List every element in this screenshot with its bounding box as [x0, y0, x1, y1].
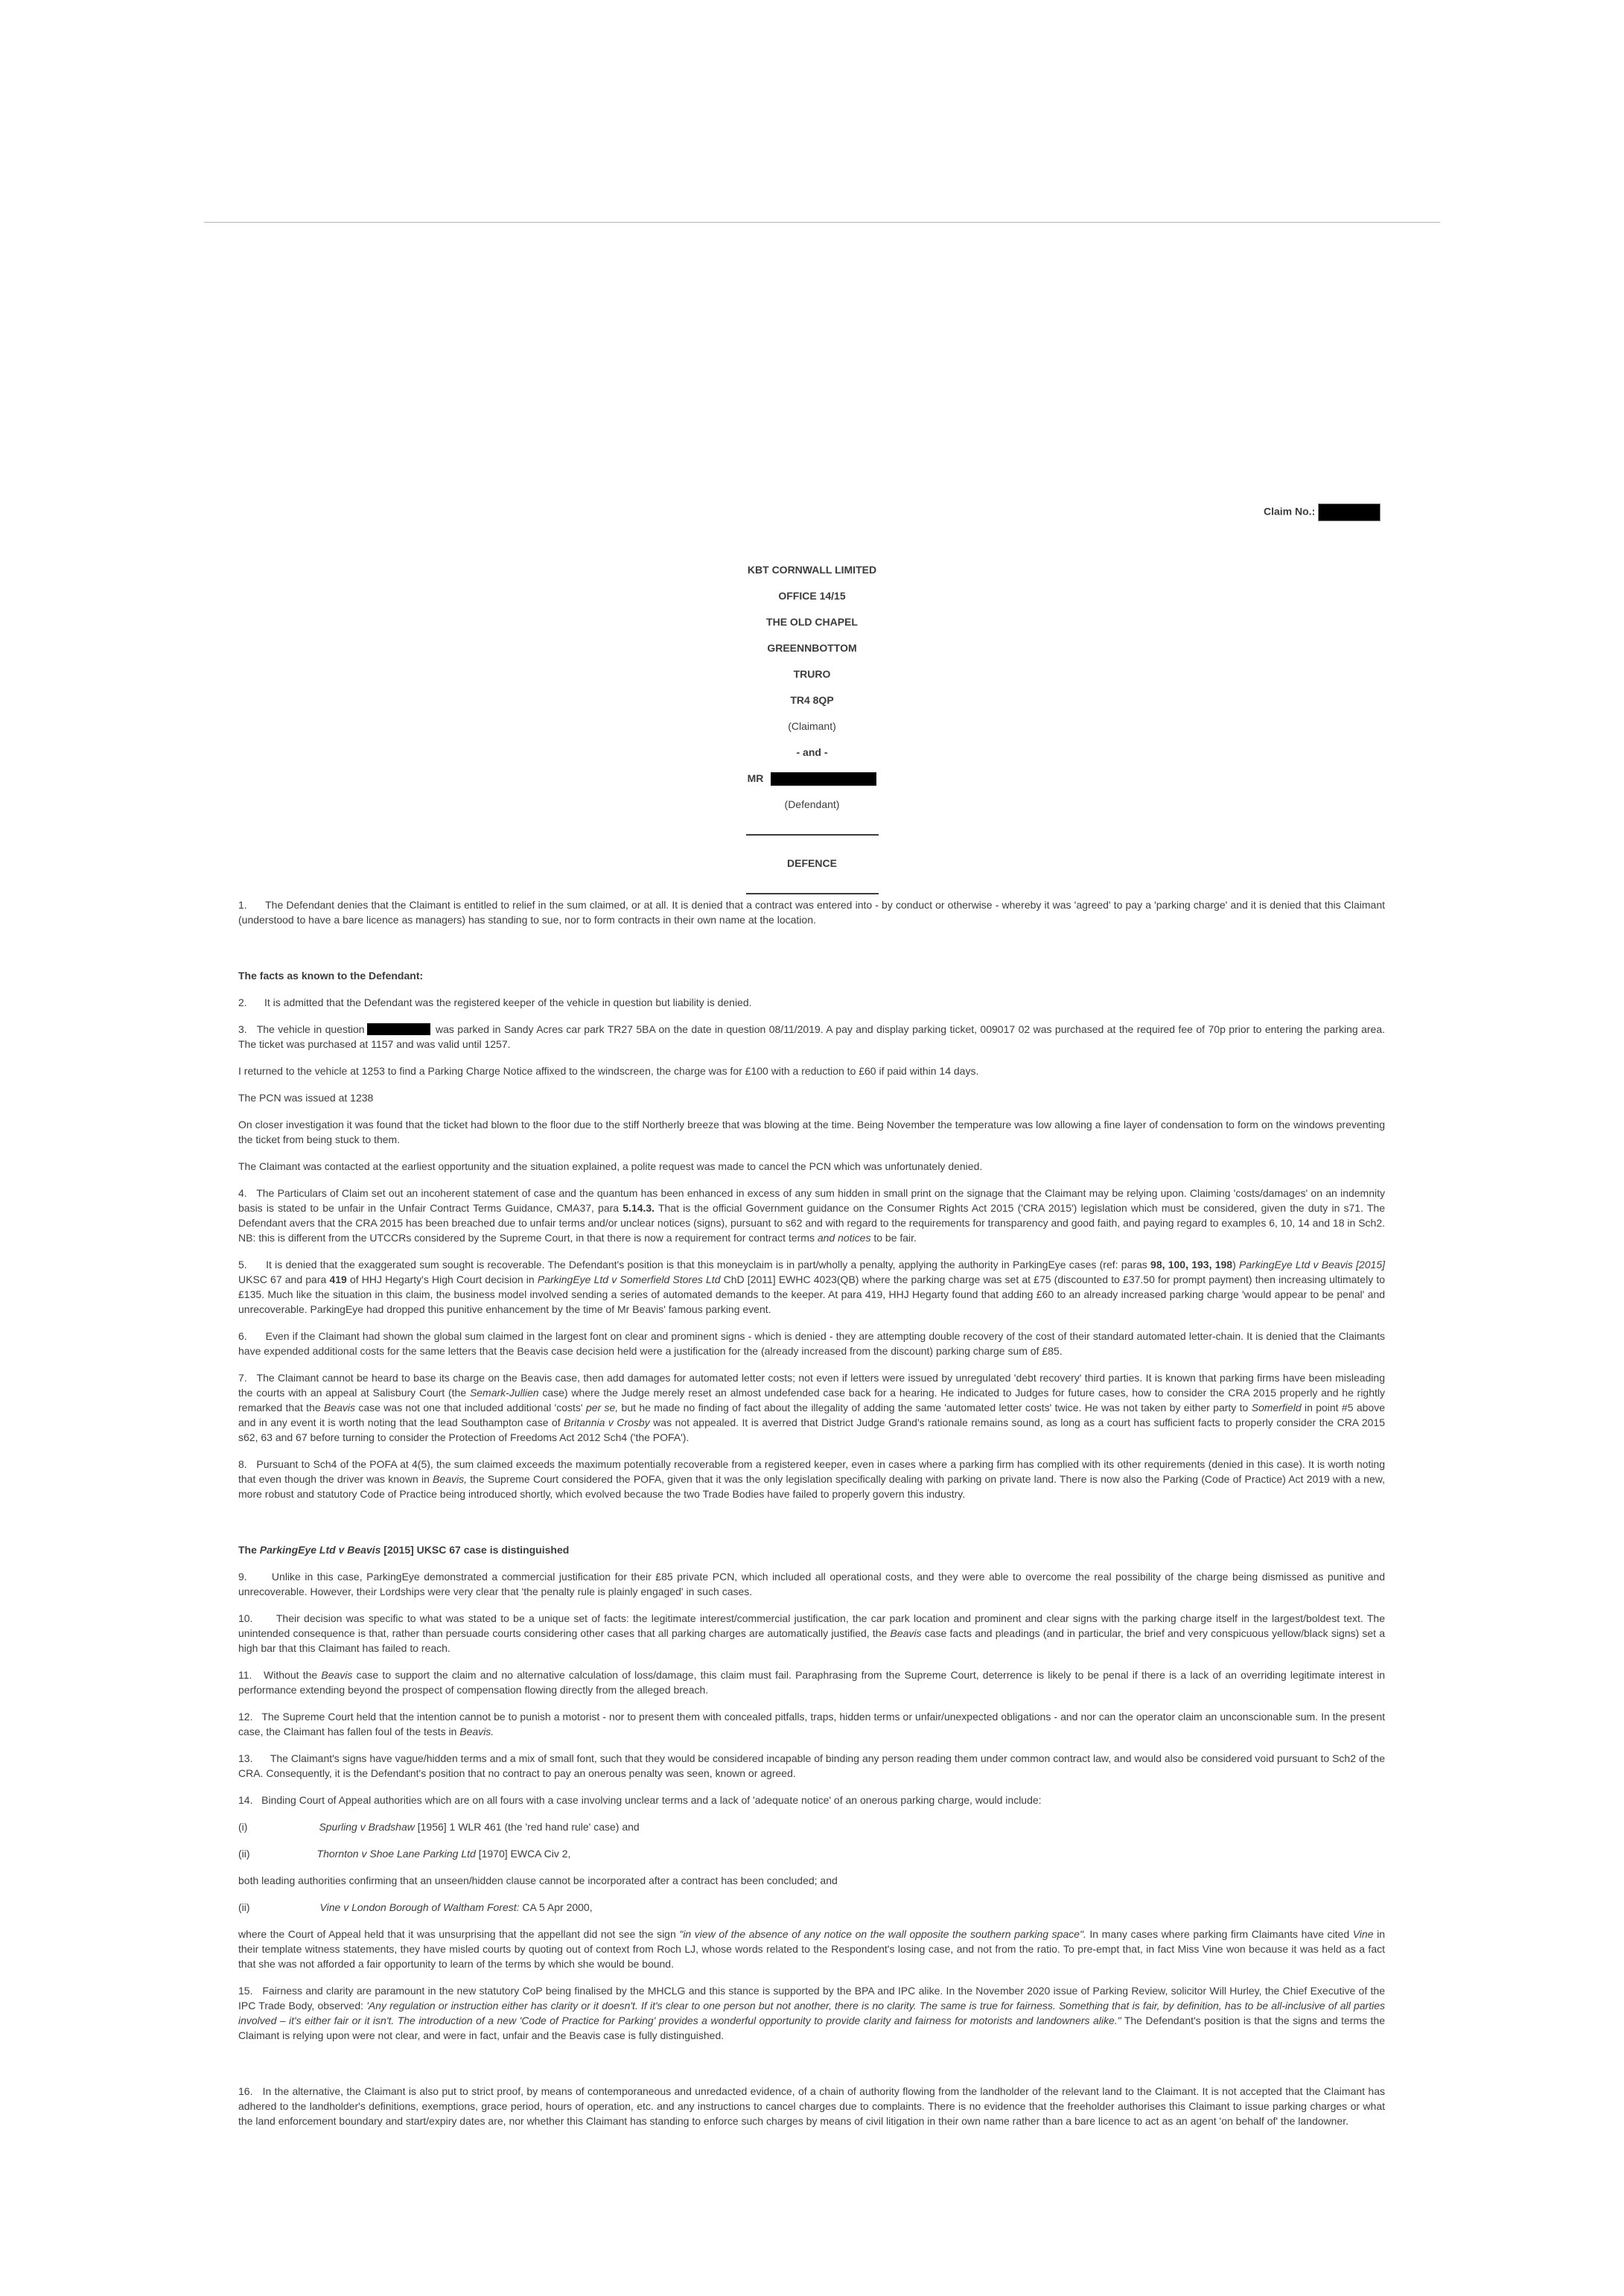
para-pcn-issued [238, 1090, 1385, 1105]
text-run: The [238, 1544, 260, 1556]
text-run: 5. It is denied that the exaggerated sum sought is recoverable. The Defendant's position is that this moneyclaim is in part/wholly a penalty, applying the authority in ParkingEye cases (ref: paras [238, 1259, 1151, 1271]
text-run: case facts and pleadings (and in particular, the brief and very conspicuous yellow/black signs) set a high bar that this Claimant has failed to reach. [238, 1627, 1385, 1654]
text-run: Vine v London Borough of Waltham Forest: [319, 1901, 520, 1913]
claimant-address-postcode [0, 687, 1624, 713]
text-run: ) [1232, 1259, 1240, 1271]
claim-number-row [1264, 503, 1381, 521]
text-run: "in view of the absence of any notice on the wall opposite the southern parking space". [679, 1928, 1086, 1940]
text-run: Beavis [890, 1627, 922, 1639]
text-run: case) where the Judge merely reset an almost undefended case back for a hearing. He indicated to Judges for future cases, how to consider the CRA 2015 properly and he rightly remarked that the [238, 1387, 1386, 1413]
text-run: 15. Fairness and clarity are paramount in the new statutory CoP being finalised by the MHCLG and this stance is supported by the BPA and IPC alike. In the November 2020 issue of Parking Review, solicitor Will Hurley, the Chief Executive of the IPC Trade Body, observed: [238, 1985, 1385, 2012]
text-run: but he made no finding of fact about the illegality of adding the same 'automated letter costs' twice. He was not taken by either party to [618, 1402, 1252, 1413]
claimant-role [0, 713, 1624, 740]
text-run: and notices [817, 1232, 871, 1244]
text-run: case was not one that included additional 'costs' [355, 1402, 586, 1413]
text-run: ParkingEye Ltd v Beavis [2015] [1239, 1259, 1385, 1271]
text-run: Beavis [324, 1402, 356, 1413]
text-run: [1956] 1 WLR 461 (the 'red hand rule' case) and [414, 1821, 640, 1833]
text-run: where the Court of Appeal held that it was unsurprising that the appellant did not see the sign [238, 1928, 680, 1940]
text-run: per se, [585, 1402, 619, 1413]
text-run: both leading authorities confirming that an unseen/hidden clause cannot be incorporated after a contract has been concluded; and [238, 1874, 838, 1886]
para-13 [238, 1751, 1385, 1781]
para-9 [238, 1569, 1385, 1599]
text-run: GREENNBOTTOM [767, 642, 857, 654]
para-7 [238, 1370, 1385, 1445]
text-run: was not appealed. It is averred that District Judge Grand's rationale remains sound, as long as a court has sufficient facts to properly consider the CRA 2015 s62, 63 and 67 before turning to consider the Protection of Freedoms Act 2012 Sch4 ('the POFA'). [238, 1416, 1385, 1443]
text-run: In many cases where parking firm Claimants have cited [1086, 1928, 1353, 1940]
para-5 [238, 1257, 1385, 1317]
para-16 [238, 2084, 1385, 2128]
page-top-rule [204, 222, 1440, 223]
para-contacted [238, 1159, 1385, 1174]
case-caption [0, 557, 1624, 909]
text-run: (Claimant) [788, 720, 836, 732]
text-run: ParkingEye Ltd v Somerfield Stores Ltd [537, 1273, 721, 1285]
claimant-name [0, 557, 1624, 583]
text-run: The facts as known to the Defendant: [238, 970, 424, 982]
para-12 [238, 1709, 1385, 1739]
text-run: 'Any regulation or instruction either has clarity or it doesn't. If it's clear to one person but not another, there is no clarity. The same is true for fairness. Something that is fair, by definition, has to be all-inclusive of all parties involved – it's either fair or it isn't. The introduction of a new 'Code of Practice for Parking' provides a wonderful opportunity to provide clarity and fairness for motorists and landowners alike." [238, 2000, 1385, 2026]
heading-facts [238, 968, 1385, 983]
claimant-address-locality [0, 635, 1624, 661]
para-returned [238, 1063, 1385, 1078]
text-run: The Defendant's position is that the signs and terms the Claimant is relying upon were not clear, and were in fact, unfair and the Beavis case is fully distinguished. [238, 2014, 1385, 2041]
text-run: 4. The Particulars of Claim set out an incoherent statement of case and the quantum has been enhanced in excess of any sum hidden in small print on the signage that the Claimant may be relying upon. Claiming 'costs/damages' on an indemnity basis is stated to be unfair in the Unfair Contract Terms Guidance, CMA37, para [238, 1187, 1385, 1214]
text-run: Beavis, [433, 1473, 467, 1485]
text-run: 419 [329, 1273, 347, 1285]
text-run: Thornton v Shoe Lane Parking Ltd [316, 1848, 476, 1860]
text-run: of HHJ Hegarty's High Court decision in [346, 1273, 538, 1285]
text-run: in point #5 above and in any event it is worth noting that the lead Southampton case of [238, 1402, 1385, 1428]
claimant-address-building [0, 609, 1624, 635]
caption-rule [746, 893, 879, 894]
redacted-text [771, 772, 876, 786]
defendant-name [0, 766, 1624, 792]
para-4 [238, 1186, 1385, 1245]
para-both-authorities [238, 1873, 1385, 1888]
defence-title [0, 850, 1624, 877]
text-run: case to support the claim and no alternative calculation of loss/damage, this claim must fail. Paraphrasing from the Supreme Court, deterrence is likely to be penal if there is a lack of an overriding legitimate interest in performance extending beyond the prospect of compensation flowing directly from the alleged breach. [238, 1669, 1386, 1696]
text-run: the Supreme Court considered the POFA, given that it was the only legislation specifically dealing with parking on private land. There is now also the Parking (Code of Practice) Act 2019 with a new, more robust and statutory Code of Practice being introduced shortly, which evolved because the two Trade Bodies have failed to properly govern this industry. [238, 1473, 1385, 1500]
heading-beavis-distinguished [238, 1542, 1385, 1557]
para-8 [238, 1457, 1385, 1501]
text-run: UKSC 67 and para [238, 1273, 330, 1285]
text-run: 6. Even if the Claimant had shown the global sum claimed in the largest font on clear and prominent signs - which is denied - they are attempting double recovery of the cost of their standard automated letter-chain. It is denied that the Claimants have expended additional costs for the same letters that the Beavis case decision held were a justification for the (already increased from the discount) parking charge sum of £85. [238, 1330, 1385, 1357]
text-run: KBT CORNWALL LIMITED [747, 564, 877, 576]
text-run: (Defendant) [784, 798, 840, 810]
text-run: I returned to the vehicle at 1253 to find a Parking Charge Notice affixed to the windscreen, the charge was for £100 with a reduction to £60 if paid within 14 days. [238, 1065, 979, 1077]
text-run: 12. The Supreme Court held that the intention cannot be to punish a motorist - nor to present them with concealed pitfalls, traps, hidden terms or unfair/unexpected obligations - and nor can the operator claim an unconscionable sum. In the present case, the Claimant has fallen foul of the tests in [238, 1711, 1385, 1737]
para-14 [238, 1793, 1385, 1807]
text-run: was parked in Sandy Acres car park TR27 5BA on the date in question 08/11/2019. A pay and display parking ticket, 009017 02 was purchased at the required fee of 70p prior to entering the parking area. The ticket was purchased at 1157 and was valid until 1257. [238, 1023, 1385, 1050]
claim-number-label: Claim No.: [1264, 505, 1316, 518]
text-run: Somerfield [1251, 1402, 1302, 1413]
text-run: Britannia v Crosby [564, 1416, 650, 1428]
defence-body [238, 897, 1385, 2140]
text-run: 7. The Claimant cannot be heard to base its charge on the Beavis case, then add damages for automated letter costs; not even if letters were issued by unregulated 'debt recovery' third parties. It is known that parking firms have been misleading the courts with an appeal at Salisbury Court (the [238, 1372, 1385, 1399]
para-1 [238, 897, 1385, 927]
text-run: The Claimant was contacted at the earliest opportunity and the situation explained, a polite request was made to cancel the PCN which was unfortunately denied. [238, 1160, 983, 1172]
authority-item-i [238, 1819, 1385, 1834]
text-run: On closer investigation it was found that the ticket had blown to the floor due to the stiff Northerly breeze that was blowing at the time. Being November the temperature was low allowing a fine layer of condensation to form on the windows preventing the ticket from being stuck to them. [238, 1119, 1385, 1145]
para-15 [238, 1983, 1385, 2043]
defendant-role [0, 792, 1624, 818]
text-run: 5.14.3. [622, 1202, 655, 1214]
text-run: 11. Without the [238, 1669, 322, 1681]
para-vine [238, 1927, 1385, 1971]
text-run: [2015] UKSC 67 case is distinguished [380, 1544, 570, 1556]
and-divider [0, 740, 1624, 766]
text-run: CA 5 Apr 2000, [519, 1901, 593, 1913]
text-run: Vine [1352, 1928, 1374, 1940]
text-run: ChD [2011] EWHC 4023(QB) where the parking charge was set at £75 (discounted to £37.50 for prompt payment) then increasing ultimately to £135. Much like the situation in this claim, the business model involved sending a series of automated demands to the keeper. At para 419, HHJ Hegarty found that adding £60 to an already increased parking charge 'would appear to be penal' and unrecoverable. ParkingEye had dropped this punitive enhancement by the time of Mr Beavis' famous parking event. [238, 1273, 1386, 1315]
text-run: [1970] EWCA Civ 2, [475, 1848, 571, 1860]
text-run: 98, 100, 193, 198 [1150, 1259, 1233, 1271]
text-run: TRURO [793, 668, 831, 680]
text-run: TR4 8QP [790, 694, 834, 706]
text-run: Beavis [321, 1669, 353, 1681]
text-run: - and - [796, 746, 828, 758]
text-run: (i) [238, 1821, 248, 1833]
text-run: 3. The vehicle in question [238, 1023, 365, 1035]
para-2 [238, 995, 1385, 1010]
text-run: 1. The Defendant denies that the Claimant is entitled to relief in the sum claimed, or at all. It is denied that a contract was entered into - by conduct or otherwise - whereby it was 'agreed' to pay a 'parking charge' and it is denied that this Claimant (understood to have a bare licence as managers) has standing to sue, nor to form contracts in their own name at the location. [238, 899, 1385, 926]
para-condensation [238, 1117, 1385, 1147]
text-run: Beavis. [459, 1726, 494, 1737]
text-run: That is the official Government guidance on the Consumer Rights Act 2015 ('CRA 2015') legislation which must be considered, given the duty in s71. The Defendant avers that the CRA 2015 has been breached due to unfair terms and/or unclear notices (signs), pursuant to s62 and with regard to the requirements for transparency and good faith, and paying regard to examples 6, 10, 14 and 18 in Sch2. NB: this is different from the UTCCRs considered by the Supreme Court, in that there is now a requirement for contract terms [238, 1202, 1385, 1244]
text-run: DEFENCE [787, 857, 837, 869]
para-11 [238, 1667, 1385, 1697]
text-run: 10. Their decision was specific to what was stated to be a unique set of facts: the legitimate interest/commercial justification, the car park location and prominent and clear signs with the parking charge itself in the largest/boldest text. The unintended consequence is that, rather than persuade courts considering other cases that all parking charges are automatically justified, the [238, 1612, 1385, 1639]
text-run: Spurling v Bradshaw [319, 1821, 415, 1833]
text-run: 13. The Claimant's signs have vague/hidden terms and a mix of small font, such that they would be considered incapable of binding any person reading them under common contract law, and would also be considered void pursuant to Sch2 of the CRA. Consequently, it is the Defendant's position that no contract to pay an onerous penalty was seen, known or agreed. [238, 1752, 1385, 1779]
text-run: ParkingEye Ltd v Beavis [259, 1544, 381, 1556]
text-run: 8. Pursuant to Sch4 of the POFA at 4(5), the sum claimed exceeds the maximum potentially recoverable from a registered keeper, even in cases where a parking firm has complied with its other requirements (denied in this case). It is worth noting that even though the driver was known in [238, 1458, 1385, 1485]
claimant-address-office [0, 583, 1624, 609]
para-10 [238, 1611, 1385, 1656]
text-run: Semark-Jullien [469, 1387, 539, 1399]
caption-rule [746, 834, 879, 836]
para-3 [238, 1022, 1385, 1052]
text-run: MR [747, 772, 764, 784]
text-run: THE OLD CHAPEL [766, 616, 858, 628]
text-run: 14. Binding Court of Appeal authorities which are on all fours with a case involving unclear terms and a lack of 'adequate notice' of an onerous parking charge, would include: [238, 1794, 1042, 1806]
redacted-text [367, 1023, 430, 1035]
authority-item-ii-vine [238, 1900, 1385, 1915]
text-run: (ii) [238, 1901, 250, 1913]
text-run: The PCN was issued at 1238 [238, 1092, 374, 1104]
text-run: to be fair. [870, 1232, 917, 1244]
claimant-address-town [0, 661, 1624, 687]
text-run: 9. Unlike in this case, ParkingEye demonstrated a commercial justification for their £85 private PCN, which included all operational costs, and they were able to overcome the real possibility of the charge being dismissed as punitive and unrecoverable. However, their Lordships were very clear that 'the penalty rule is plainly engaged' in such cases. [238, 1571, 1385, 1597]
text-run: in their template witness statements, they have misled courts by quoting out of context from Roch LJ, whose words related to the Respondent's losing case, and not from the ratio. To pre-empt that, in fact Miss Vine won because it was held as a fact that she was not afforded a fair opportunity to learn of the terms by which she would be bound. [238, 1928, 1385, 1970]
para-6 [238, 1329, 1385, 1358]
text-run: 2. It is admitted that the Defendant was the registered keeper of the vehicle in question but liability is denied. [238, 996, 752, 1008]
authority-item-ii-thornton [238, 1846, 1385, 1861]
claim-number-redaction [1318, 503, 1381, 521]
text-run: (ii) [238, 1848, 250, 1860]
text-run: OFFICE 14/15 [778, 590, 846, 602]
text-run: 16. In the alternative, the Claimant is also put to strict proof, by means of contemporaneous and unredacted evidence, of a chain of authority flowing from the landholder of the relevant land to the Claimant. It is not accepted that the Claimant has adhered to the landholder's definitions, exemptions, grace period, hours of operation, etc. and any instructions to cancel charges due to complaints. There is no evidence that the freeholder authorises this Claimant to issue parking charges or what the land enforcement boundary and start/expiry dates are, nor whether this Claimant has standing to enforce such charges by means of civil litigation in their own name rather than a bare licence to act as an agent 'on behalf of' the landowner. [238, 2085, 1385, 2127]
